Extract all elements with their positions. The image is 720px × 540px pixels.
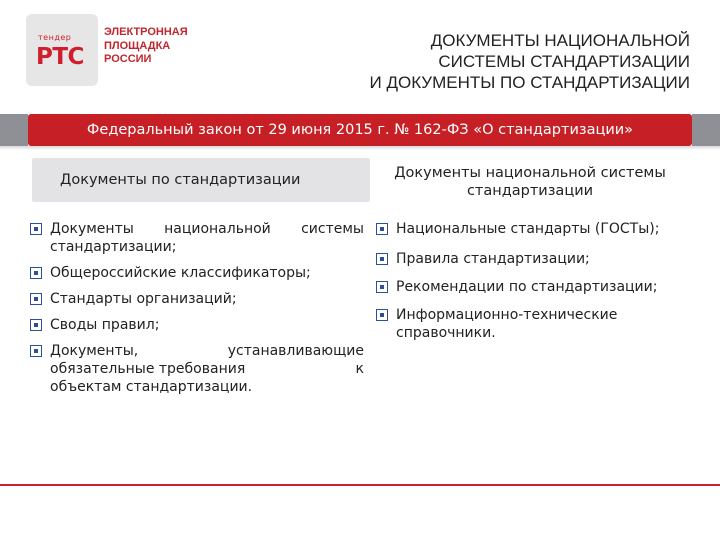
list-item-text: Рекомендации по стандартизации;: [396, 279, 658, 295]
list-item-word: к: [355, 361, 364, 377]
checkbox-bullet-icon: [30, 293, 42, 305]
list-item-line: объектам стандартизации.: [50, 379, 253, 395]
list-item-line: стандартизации;: [50, 239, 177, 255]
checkbox-bullet-icon: [30, 223, 42, 235]
list-item-text: [396, 306, 696, 342]
checkbox-bullet-icon: [376, 223, 388, 235]
checkbox-bullet-icon: [376, 253, 388, 265]
list-item: [30, 264, 364, 282]
list-item: [30, 290, 364, 308]
page-title-line: СИСТЕМЫ СТАНДАРТИЗАЦИИ: [438, 52, 690, 71]
checkbox-bullet-icon: [30, 319, 42, 331]
logo-mark: [26, 14, 98, 86]
law-bar-right-extension: [692, 114, 720, 146]
logo-caption-line: ЭЛЕКТРОННАЯ: [104, 26, 188, 38]
list-item-line: [50, 360, 364, 378]
list-item-word: национальной: [164, 221, 271, 237]
list-item: [30, 220, 364, 256]
logo-caption-line: ПЛОЩАДКА: [104, 39, 171, 52]
right-column-header: [372, 158, 688, 202]
right-column-header-line: стандартизации: [466, 183, 594, 199]
list-item-word: обязательные требования: [50, 361, 246, 377]
list-item: [30, 342, 364, 396]
list-item-line: [50, 342, 364, 360]
logo-caption-line: РОССИИ: [104, 53, 152, 65]
list-item-word: устанавливающие: [227, 343, 364, 359]
list-item-text: Правила стандартизации;: [396, 251, 590, 267]
checkbox-bullet-icon: [376, 281, 388, 293]
left-list: [30, 220, 364, 404]
left-column-header-text: Документы по стандартизации: [60, 172, 301, 188]
left-column-header: [32, 158, 370, 202]
page-title-line: И ДОКУМЕНТЫ ПО СТАНДАРТИЗАЦИИ: [369, 73, 690, 92]
list-item: [30, 316, 364, 334]
list-item: [376, 250, 696, 268]
law-banner: Федеральный закон от 29 июня 2015 г. № 162-ФЗ «О стандартизации»: [28, 114, 692, 146]
footer-divider: [0, 484, 720, 486]
list-item-text: Национальные стандарты (ГОСТы);: [396, 221, 660, 237]
checkbox-bullet-icon: [30, 345, 42, 357]
right-column-header-line: Документы национальной системы: [394, 165, 666, 181]
page-title-line: ДОКУМЕНТЫ НАЦИОНАЛЬНОЙ: [430, 31, 690, 50]
list-item: [376, 306, 696, 342]
checkbox-bullet-icon: [376, 309, 388, 321]
right-list: [376, 220, 696, 350]
list-item: [376, 220, 696, 238]
list-item-line: [50, 220, 364, 238]
page-title: [270, 30, 690, 93]
list-item-line: Информационно-технические: [396, 307, 618, 323]
logo-caption: [104, 26, 214, 67]
checkbox-bullet-icon: [30, 267, 42, 279]
law-banner-shadow: [0, 146, 720, 150]
list-item: [376, 278, 696, 296]
logo: [26, 14, 196, 86]
list-item-line: справочники.: [396, 325, 496, 341]
list-item-text: Своды правил;: [50, 317, 160, 333]
list-item-word: системы: [301, 221, 364, 237]
list-item-text: [50, 342, 364, 396]
logo-small-text: тендер: [38, 33, 72, 42]
list-item-text: Общероссийские классификаторы;: [50, 265, 311, 281]
law-bar-left-extension: [0, 114, 28, 146]
logo-brand-text: РТС: [36, 44, 84, 70]
list-item-word: Документы,: [50, 343, 139, 359]
list-item-text: Стандарты организаций;: [50, 291, 237, 307]
list-item-text: [50, 220, 364, 256]
list-item-word: Документы: [50, 221, 134, 237]
